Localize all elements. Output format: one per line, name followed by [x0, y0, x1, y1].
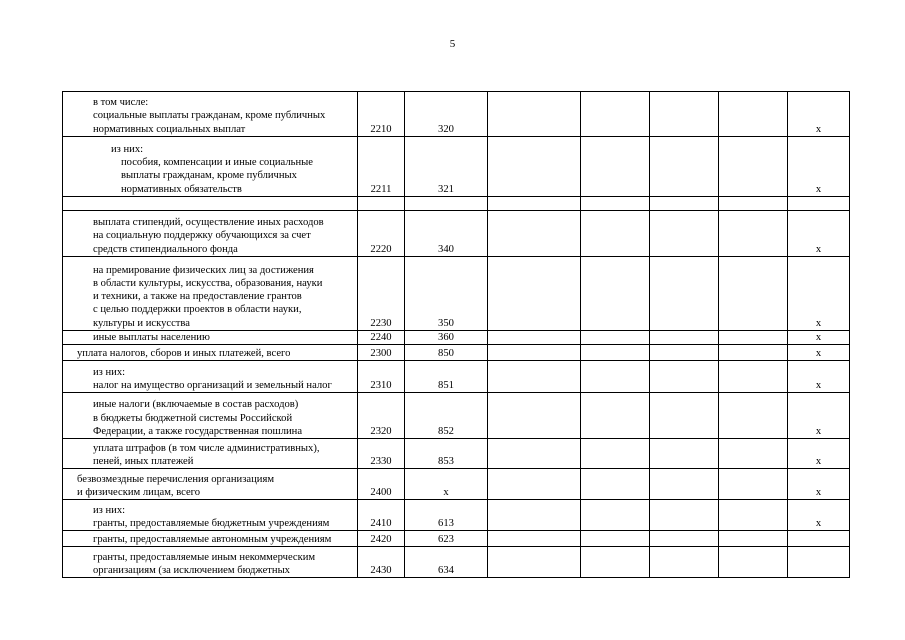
empty-value-cell — [581, 345, 650, 361]
row-mark-cell — [788, 197, 850, 211]
table-row — [63, 137, 850, 197]
row-name-line: уплата штрафов (в том числе административных), — [93, 442, 320, 454]
row-code-cell: 2310 — [358, 361, 405, 393]
row-name-line: на социальную поддержку обучающихся за счет — [93, 230, 311, 242]
row-mark-cell: x — [788, 345, 850, 361]
empty-value-cell — [719, 531, 788, 547]
row-name-line: из них: — [93, 366, 126, 378]
empty-value-cell — [650, 439, 719, 469]
row-mark-cell: x — [788, 500, 850, 531]
row-mark-cell: x — [788, 92, 850, 137]
row-mark-cell — [788, 547, 850, 578]
row-kosgu-cell: 623 — [405, 531, 488, 547]
empty-value-cell — [650, 469, 719, 500]
empty-value-cell — [488, 345, 581, 361]
table-row — [63, 361, 850, 393]
row-name-cell — [63, 469, 358, 500]
empty-value-cell — [488, 92, 581, 137]
row-name-line: средств стипендиального фонда — [93, 243, 238, 255]
table-row — [63, 257, 850, 331]
row-name-line: Федерации, а также государственная пошлина — [93, 426, 303, 437]
row-name-line: в том числе: — [93, 97, 149, 109]
row-name-line: уплата налогов, сборов и иных платежей, всего — [77, 348, 291, 359]
row-mark-cell: x — [788, 137, 850, 197]
row-name-line: в бюджеты бюджетной системы Российской — [93, 412, 293, 424]
row-name-line: социальные выплаты гражданам, кроме публичных — [93, 110, 326, 122]
empty-value-cell — [581, 500, 650, 531]
row-kosgu-cell: 340 — [405, 211, 488, 257]
row-name-line: организациям (за исключением бюджетных — [93, 565, 290, 576]
empty-value-cell — [650, 547, 719, 578]
row-code-cell: 2330 — [358, 439, 405, 469]
row-name-cell — [63, 531, 358, 547]
row-kosgu-cell: 321 — [405, 137, 488, 197]
row-name-cell — [63, 439, 358, 469]
empty-value-cell — [581, 393, 650, 439]
row-mark-cell: x — [788, 469, 850, 500]
empty-value-cell — [719, 469, 788, 500]
row-name-line: в области культуры, искусства, образования, науки — [93, 277, 323, 289]
row-name-line: нормативных обязательств — [121, 183, 242, 195]
empty-value-cell — [488, 211, 581, 257]
row-name-line: гранты, предоставляемые автономным учреждениям — [93, 534, 332, 545]
empty-value-cell — [650, 92, 719, 137]
row-name-line: выплата стипендий, осуществление иных расходов — [93, 217, 324, 229]
row-code-cell: 2420 — [358, 531, 405, 547]
row-code-cell: 2410 — [358, 500, 405, 531]
empty-value-cell — [719, 500, 788, 531]
row-name-cell — [63, 547, 358, 578]
table-row — [63, 197, 850, 211]
empty-value-cell — [650, 361, 719, 393]
row-code-cell: 2320 — [358, 393, 405, 439]
empty-value-cell — [581, 137, 650, 197]
budget-table — [62, 91, 850, 578]
row-name-line: нормативных социальных выплат — [93, 123, 246, 135]
row-name-line: гранты, предоставляемые иным некоммерческим — [93, 551, 316, 563]
row-code-cell: 2230 — [358, 257, 405, 331]
row-name-line: выплаты гражданам, кроме публичных — [121, 170, 297, 182]
empty-value-cell — [650, 211, 719, 257]
table-row — [63, 469, 850, 500]
table-row — [63, 331, 850, 345]
empty-value-cell — [650, 393, 719, 439]
empty-value-cell — [719, 211, 788, 257]
empty-value-cell — [719, 345, 788, 361]
row-name-cell — [63, 331, 358, 345]
empty-value-cell — [719, 331, 788, 345]
row-name-line: гранты, предоставляемые бюджетным учреждениям — [93, 518, 330, 529]
empty-value-cell — [581, 547, 650, 578]
row-mark-cell: x — [788, 331, 850, 345]
empty-value-cell — [581, 92, 650, 137]
table-row — [63, 439, 850, 469]
row-kosgu-cell: x — [405, 469, 488, 500]
empty-value-cell — [581, 257, 650, 331]
empty-value-cell — [488, 361, 581, 393]
row-kosgu-cell: 850 — [405, 345, 488, 361]
table-row — [63, 345, 850, 361]
row-name-cell — [63, 92, 358, 137]
empty-value-cell — [488, 547, 581, 578]
empty-value-cell — [719, 547, 788, 578]
row-name-line: и техники, а также на предоставление грантов — [93, 291, 302, 303]
row-name-line: из них: — [111, 143, 144, 155]
empty-value-cell — [650, 137, 719, 197]
row-name-line: иные налоги (включаемые в состав расходов) — [93, 399, 299, 411]
table-row — [63, 92, 850, 137]
row-name-cell — [63, 345, 358, 361]
empty-value-cell — [488, 331, 581, 345]
row-name-cell — [63, 500, 358, 531]
empty-value-cell — [488, 469, 581, 500]
row-name-cell — [63, 257, 358, 331]
row-name-line: иные выплаты населению — [93, 332, 210, 343]
row-name-line: из них: — [93, 504, 126, 516]
row-name-cell — [63, 361, 358, 393]
empty-value-cell — [488, 531, 581, 547]
empty-value-cell — [488, 500, 581, 531]
empty-value-cell — [488, 137, 581, 197]
empty-value-cell — [650, 345, 719, 361]
row-kosgu-cell: 853 — [405, 439, 488, 469]
row-kosgu-cell: 634 — [405, 547, 488, 578]
row-kosgu-cell: 350 — [405, 257, 488, 331]
table-row — [63, 547, 850, 578]
row-code-cell: 2210 — [358, 92, 405, 137]
empty-value-cell — [581, 439, 650, 469]
row-mark-cell: x — [788, 211, 850, 257]
empty-value-cell — [488, 257, 581, 331]
empty-value-cell — [581, 531, 650, 547]
empty-value-cell — [719, 393, 788, 439]
row-code-cell — [358, 197, 405, 211]
row-mark-cell — [788, 531, 850, 547]
row-name-cell — [63, 393, 358, 439]
page-number: 5 — [449, 38, 456, 50]
empty-value-cell — [488, 393, 581, 439]
row-kosgu-cell: 360 — [405, 331, 488, 345]
table-row — [63, 531, 850, 547]
row-name-line: безвозмездные перечисления организациям — [77, 473, 275, 485]
row-name-line: пособия, компенсации и иные социальные — [121, 157, 313, 169]
row-name-line: культуры и искусства — [93, 317, 190, 329]
empty-value-cell — [581, 211, 650, 257]
row-name-line: пеней, иных платежей — [93, 456, 194, 467]
empty-value-cell — [719, 361, 788, 393]
row-kosgu-cell — [405, 197, 488, 211]
row-code-cell: 2400 — [358, 469, 405, 500]
row-mark-cell: x — [788, 257, 850, 331]
row-code-cell: 2430 — [358, 547, 405, 578]
row-kosgu-cell: 320 — [405, 92, 488, 137]
row-name-cell — [63, 197, 358, 211]
empty-value-cell — [581, 361, 650, 393]
row-code-cell: 2300 — [358, 345, 405, 361]
row-name-line: с целью поддержки проектов в области науки, — [93, 304, 302, 316]
empty-value-cell — [488, 197, 581, 211]
row-name-line: и физическим лицам, всего — [77, 487, 201, 498]
row-kosgu-cell: 851 — [405, 361, 488, 393]
empty-value-cell — [719, 197, 788, 211]
row-name-cell — [63, 137, 358, 197]
empty-value-cell — [650, 500, 719, 531]
row-code-cell: 2211 — [358, 137, 405, 197]
empty-value-cell — [650, 531, 719, 547]
empty-value-cell — [488, 439, 581, 469]
row-mark-cell: x — [788, 361, 850, 393]
table-row — [63, 211, 850, 257]
empty-value-cell — [719, 257, 788, 331]
row-name-line: на премирование физических лиц за достижения — [93, 264, 314, 276]
row-code-cell: 2220 — [358, 211, 405, 257]
empty-value-cell — [581, 469, 650, 500]
row-mark-cell: x — [788, 439, 850, 469]
row-code-cell: 2240 — [358, 331, 405, 345]
empty-value-cell — [719, 137, 788, 197]
empty-value-cell — [581, 197, 650, 211]
row-name-cell — [63, 211, 358, 257]
row-kosgu-cell: 613 — [405, 500, 488, 531]
empty-value-cell — [650, 257, 719, 331]
table-row — [63, 500, 850, 531]
empty-value-cell — [719, 439, 788, 469]
empty-value-cell — [719, 92, 788, 137]
empty-value-cell — [581, 331, 650, 345]
row-mark-cell: x — [788, 393, 850, 439]
empty-value-cell — [650, 331, 719, 345]
table-row — [63, 393, 850, 439]
row-name-line: налог на имущество организаций и земельный налог — [93, 380, 332, 391]
row-kosgu-cell: 852 — [405, 393, 488, 439]
empty-value-cell — [650, 197, 719, 211]
